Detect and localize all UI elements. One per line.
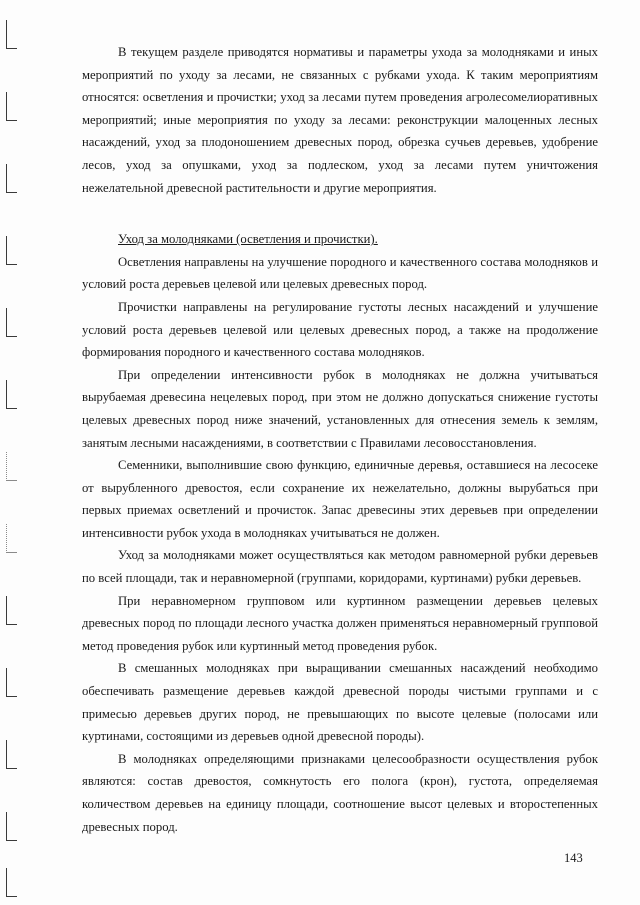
document-body [82,41,598,838]
body-paragraph: Прочистки направлены на регулирование густоты лесных насаждений и улучшение условий роста деревьев целевой или целевых древесных пород, а также на продолжение формирования породного и качественного состава молодняков. [82,299,598,360]
intro-paragraph: В текущем разделе приводятся нормативы и параметры ухода за молодняками и иных мероприятий по уходу за лесами, не связанных с рубками ухода. К таким мероприятиям относятся: осветления и прочистки; уход за лесами путем проведения агролесомелиоративных мероприятий; иные мероприятия по уходу за лесами: реконструкции малоценных лесных насаждений, уход за плодоношением древесных пород, обрезка сучьев деревьев, удобрение лесов, уход за опушками, уход за подлеском, уход за лесами путем уничтожения нежелательной древесной растительности и другие мероприятия. [82,45,598,195]
body-paragraph: Уход за молодняками может осуществляться как методом равномерной рубки деревьев по всей площади, так и неравномерной (группами, коридорами, куртинами) рубки деревьев. [82,548,598,586]
body-paragraph: При неравномерном групповом или куртинном размещении деревьев целевых древесных пород по площади лесного участка должен применяться неравномерный групповой метод проведения рубок или куртинный метод проведения рубок. [82,593,598,653]
binding-mark [6,92,17,121]
body-paragraph: Семенники, выполнившие свою функцию, единичные деревья, оставшиеся на лесосеке от вырубленного древостоя, если сохранение их нежелательно, должны вырубаться при первых приемах осветлений и прочисток. Запас древесины этих деревьев при определении интенсивности рубок ухода в молодняках учитываться не должен. [82,458,598,540]
binding-margin-marks [6,0,22,905]
page-number: 143 [564,851,583,865]
binding-mark [6,596,17,625]
binding-mark [6,868,17,897]
body-paragraph: При определении интенсивности рубок в молодняках не должна учитываться вырубаемая древесина нецелевых пород, при этом не должно допускаться снижение густоты целевых древесных пород ниже значений, установленных для отнесения земель к землям, занятым лесными насаждениями, в соответствии с Правилами лесовосстановления. [82,367,598,450]
binding-mark [6,380,17,409]
section-heading: Уход за молодняками (осветления и прочистки). [118,232,378,247]
binding-mark [6,812,17,841]
binding-mark [6,164,17,193]
body-paragraph: Осветления направлены на улучшение породного и качественного состава молодняков и условий роста деревьев целевой или целевых древесных пород. [82,254,598,292]
binding-mark [6,524,17,553]
binding-mark [6,308,17,337]
binding-mark [6,236,17,265]
binding-mark [6,20,17,49]
binding-mark [6,668,17,697]
body-paragraph: В смешанных молодняках при выращивании смешанных насаждений необходимо обеспечивать размещение деревьев каждой древесной породы чистыми группами и с примесью деревьев других пород, не превышающих по высоте целевые (полосами или куртинами, состоящими из деревьев одной древесной породы). [82,661,598,744]
body-paragraph: В молодняках определяющими признаками целесообразности осуществления рубок являются: состав древостоя, сомкнутость его полога (крон), густота, определяемая количеством деревьев на единицу площади, соотношение высот целевых и второстепенных древесных пород. [82,751,598,834]
binding-mark [6,740,17,769]
binding-mark [6,452,17,481]
